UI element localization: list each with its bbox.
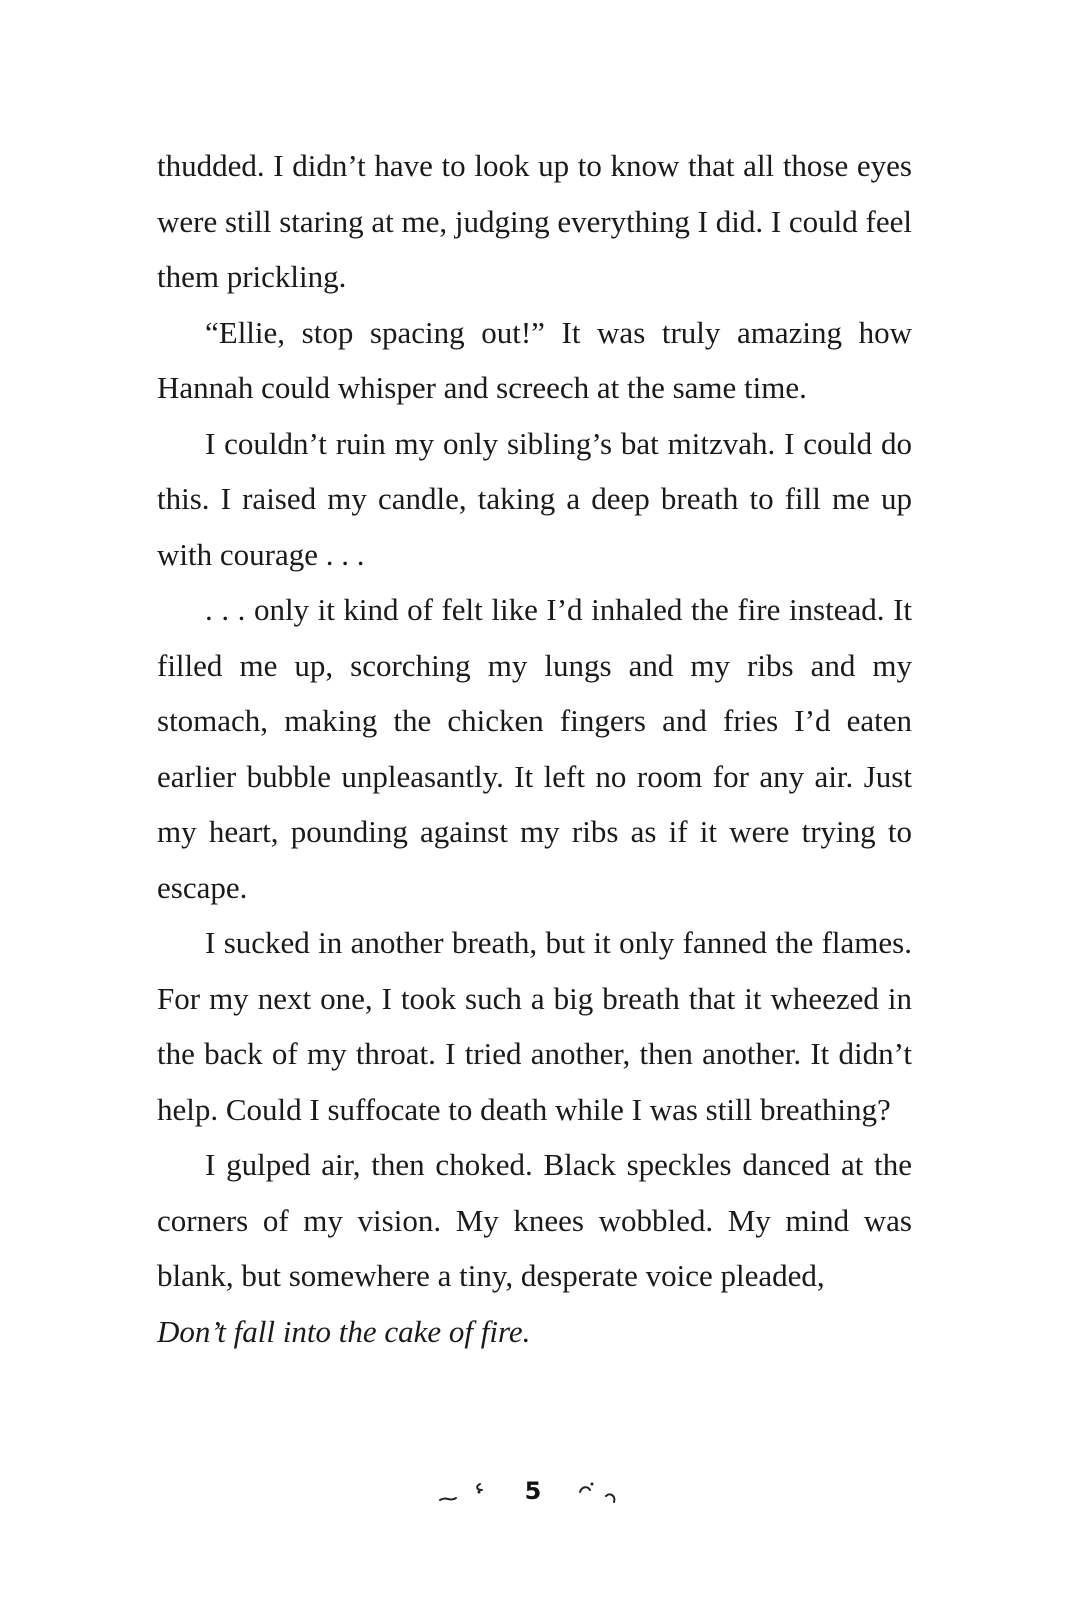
paragraph-3: I couldn’t ruin my only sibling’s bat mitzvah. I could do this. I raised my candle, taking a deep breath to fill me up with courage . . . (157, 425, 912, 572)
page-number: 5 (524, 1477, 542, 1505)
left-flourish-icon (436, 1478, 496, 1508)
body-text (157, 138, 912, 1359)
italic-line: Don’t fall into the cake of fire. (157, 1313, 531, 1349)
paragraph-5: I sucked in another breath, but it only fanned the flames. For my next one, I took such a big breath that it wheezed in the back of my throat. I tried another, then another. It didn’t help. Could I suffocate to death while I was still breathing? (157, 925, 912, 1127)
paragraph-6-text: I gulped air, then choked. Black speckles danced at the corners of my vision. My knees wobbled. My mind was blank, but somewhere a tiny, desperate voice pleaded, (157, 1147, 912, 1293)
paragraph-6 (157, 1137, 912, 1359)
page-footer (0, 1474, 1067, 1524)
right-flourish-icon (572, 1478, 632, 1508)
paragraph-1: thudded. I didn’t have to look up to know that all those eyes were still staring at me, judging everything I did. I could feel them prickling. (157, 148, 912, 294)
paragraph-2: “Ellie, stop spacing out!” It was truly amazing how Hannah could whisper and screech at the same time. (157, 314, 912, 405)
paragraph-4: . . . only it kind of felt like I’d inhaled the fire instead. It filled me up, scorching my lungs and my ribs and my stomach, making the chicken fingers and fries I’d eaten earlier bubble unpleasantly. It left no room for any air. Just my heart, pounding against my ribs as if it were trying to escape. (157, 592, 912, 905)
